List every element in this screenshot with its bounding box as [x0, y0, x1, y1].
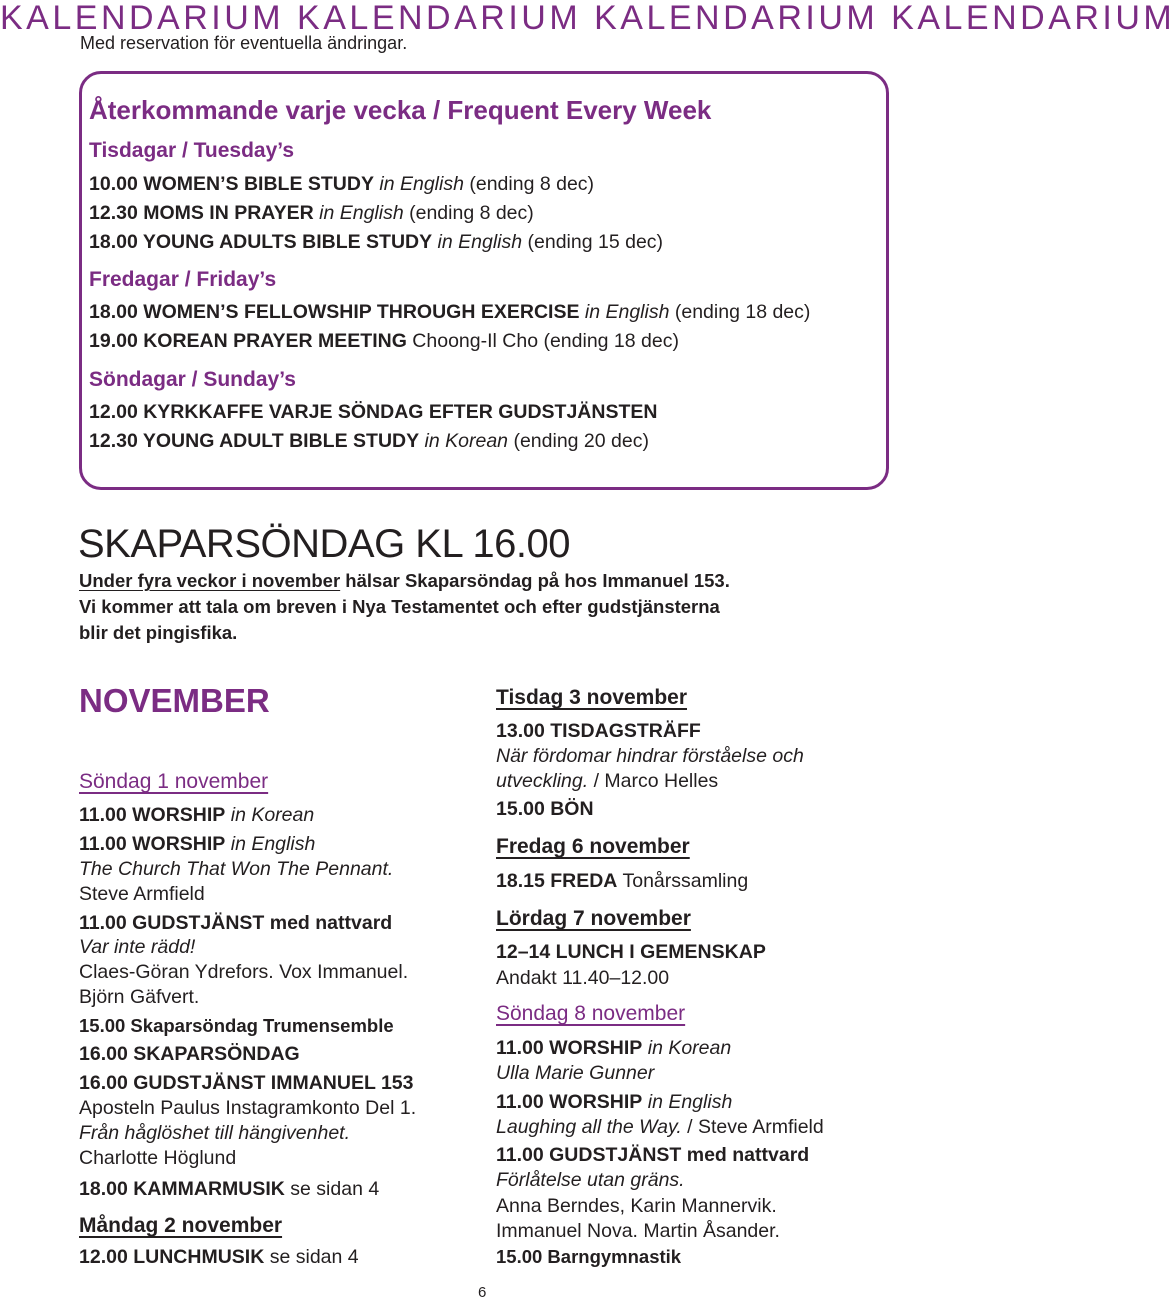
weekly-event: 18.00 YOUNG ADULTS BIBLE STUDY in English (ending 15 dec) [89, 231, 664, 253]
event-title: Laughing all the Way. / Steve Armfield [496, 1116, 824, 1138]
weekly-event: 12.30 MOMS IN PRAYER in English (ending 8 dec) [89, 202, 534, 224]
event-title: Var inte rädd! [79, 936, 196, 958]
day-heading-fri-6: Fredag 6 november [496, 835, 690, 858]
event-line: 11.00 GUDSTJÄNST med nattvard [79, 912, 393, 934]
event-line: 15.00 BÖN [496, 798, 594, 820]
event-title: När fördomar hindrar förståelse och [496, 745, 804, 767]
event-person: Björn Gäfvert. [79, 986, 200, 1008]
event-person: Immanuel Nova. Martin Åsander. [496, 1220, 780, 1242]
skaparsondag-text-1: Under fyra veckor i november hälsar Skaparsöndag på hos Immanuel 153. [79, 570, 730, 591]
weekly-event: 19.00 KOREAN PRAYER MEETING Choong-Il Cho (ending 18 dec) [89, 330, 679, 352]
day-heading-sat-7: Lördag 7 november [496, 907, 691, 930]
event-line: 12.00 LUNCHMUSIK se sidan 4 [79, 1246, 359, 1268]
weekly-title: Återkommande varje vecka / Frequent Every Week [89, 95, 712, 125]
event-person: Charlotte Höglund [79, 1147, 237, 1169]
reservation-note: Med reservation för eventuella ändringar. [80, 33, 408, 53]
event-line: 15.00 Barngymnastik [496, 1246, 682, 1267]
event-line: 16.00 SKAPARSÖNDAG [79, 1043, 300, 1065]
weekly-event: 10.00 WOMEN’S BIBLE STUDY in English (ending 8 dec) [89, 173, 595, 195]
event-line: 15.00 Skaparsöndag Trumensemble [79, 1015, 394, 1036]
skaparsondag-text-3: blir det pingisfika. [79, 622, 238, 643]
skaparsondag-title: SKAPARSÖNDAG KL 16.00 [78, 522, 570, 566]
page-header-banner: KALENDARIUM KALENDARIUM KALENDARIUM KALENDARIUM [0, 0, 1175, 37]
event-line: 11.00 WORSHIP in English [79, 833, 316, 855]
event-person: Claes-Göran Ydrefors. Vox Immanuel. [79, 961, 409, 983]
day-heading-mon-2: Måndag 2 november [79, 1214, 283, 1237]
event-line: 11.00 WORSHIP in Korean [496, 1037, 732, 1059]
month-heading: NOVEMBER [79, 682, 270, 719]
event-title: Från håglöshet till hängivenhet. [79, 1122, 351, 1144]
skaparsondag-text-2: Vi kommer att tala om breven i Nya Testamentet och efter gudstjänsterna [79, 596, 720, 617]
event-person: Steve Armfield [79, 883, 205, 905]
day-heading-sun-1: Söndag 1 november [79, 770, 269, 793]
event-line: 16.00 GUDSTJÄNST IMMANUEL 153 [79, 1072, 414, 1094]
event-person: Ulla Marie Gunner [496, 1062, 655, 1084]
event-line: 11.00 GUDSTJÄNST med nattvard [496, 1144, 810, 1166]
event-note: Andakt 11.40–12.00 [496, 967, 670, 989]
page-number: 6 [478, 1284, 487, 1301]
friday-heading: Fredagar / Friday’s [89, 268, 277, 291]
event-title: Förlåtelse utan gräns. [496, 1169, 685, 1191]
event-line: 11.00 WORSHIP in English [496, 1091, 733, 1113]
event-person: Anna Berndes, Karin Mannervik. [496, 1195, 777, 1217]
event-line: 13.00 TISDAGSTRÄFF [496, 720, 701, 742]
event-subtitle: Aposteln Paulus Instagramkonto Del 1. [79, 1097, 417, 1119]
weekly-event: 18.00 WOMEN’S FELLOWSHIP THROUGH EXERCISE in English (ending 18 dec) [89, 301, 811, 323]
event-line: 11.00 WORSHIP in Korean [79, 804, 315, 826]
event-line: 12–14 LUNCH I GEMENSKAP [496, 941, 766, 963]
weekly-event: 12.30 YOUNG ADULT BIBLE STUDY in Korean (ending 20 dec) [89, 430, 649, 452]
sunday-heading: Söndagar / Sunday’s [89, 368, 296, 391]
tuesday-heading: Tisdagar / Tuesday’s [89, 139, 295, 162]
event-title: utveckling. / Marco Helles [496, 770, 719, 792]
day-heading-tue-3: Tisdag 3 november [496, 686, 688, 709]
event-title: The Church That Won The Pennant. [79, 858, 394, 880]
weekly-event: 12.00 KYRKKAFFE VARJE SÖNDAG EFTER GUDSTJÄNSTEN [89, 401, 658, 423]
event-line: 18.00 KAMMARMUSIK se sidan 4 [79, 1178, 380, 1200]
event-line: 18.15 FREDA Tonårssamling [496, 870, 749, 892]
day-heading-sun-8: Söndag 8 november [496, 1002, 686, 1025]
